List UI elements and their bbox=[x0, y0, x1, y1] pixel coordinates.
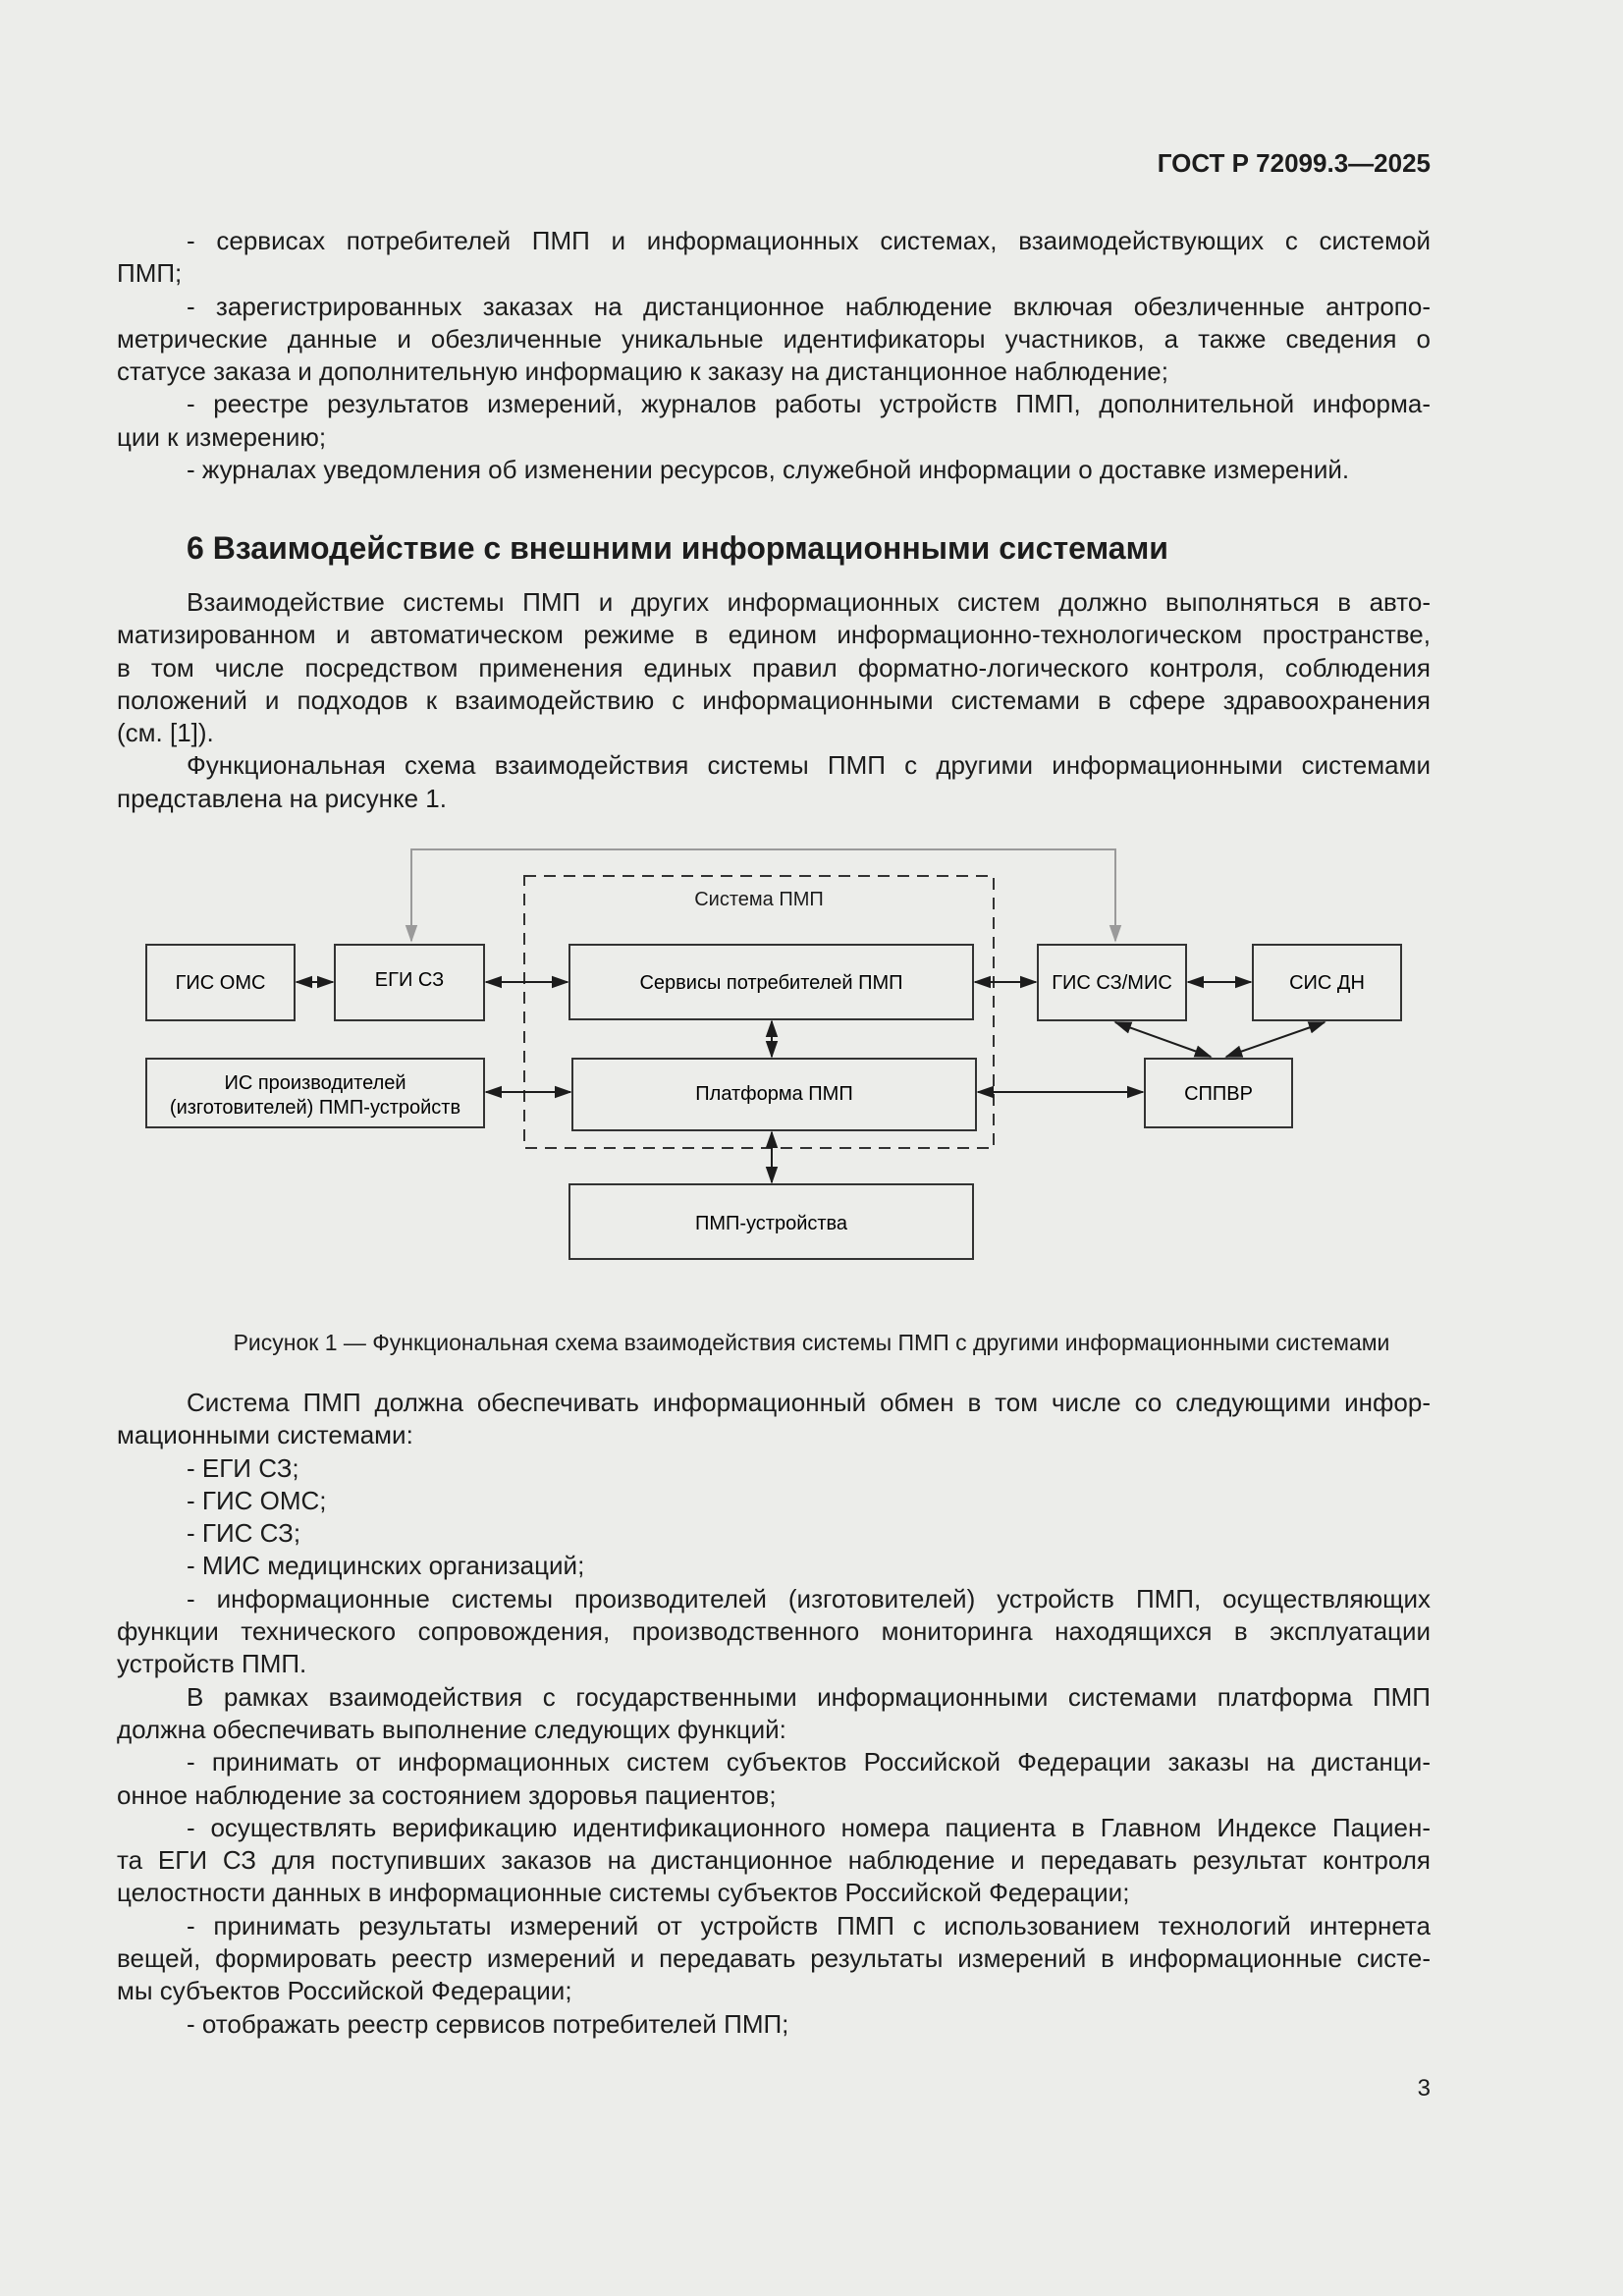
box-pmp-devices bbox=[569, 1184, 973, 1259]
text-line: представлена на рисунке 1. bbox=[117, 783, 447, 813]
text-line: положений и подходов к взаимодействию с информационными системами в сфере здравоохранения bbox=[117, 684, 1431, 715]
svg-text:(изготовителей) ПМП-устройств: (изготовителей) ПМП-устройств bbox=[169, 1097, 461, 1119]
text-line: вещей, формировать реестр измерений и передавать результаты измерений в информационные систе- bbox=[117, 1943, 1431, 1974]
text-line: Система ПМП должна обеспечивать информационный обмен в том числе со следующими инфор- bbox=[187, 1388, 1431, 1417]
text-line: В рамках взаимодействия с государственными информационными системами платформа ПМП bbox=[187, 1681, 1431, 1712]
text-line: мационными системами: bbox=[117, 1420, 413, 1450]
top-text-block bbox=[117, 225, 1431, 486]
text-line: целостности данных в информационные системы субъектов Российской Федерации; bbox=[117, 1878, 1130, 1908]
paragraph bbox=[117, 225, 1431, 291]
paragraph bbox=[117, 1550, 1431, 1582]
paragraph bbox=[117, 1452, 1431, 1485]
box-gis-oms bbox=[146, 945, 295, 1020]
arrow-sisdn-sppvr bbox=[1226, 1022, 1325, 1057]
svg-text:СИС ДН: СИС ДН bbox=[1289, 972, 1365, 994]
arrow-gissz-sppvr bbox=[1115, 1022, 1211, 1057]
text-line: в том числе посредством применения единых правил форматно-логического контроля, соблюдения bbox=[117, 652, 1431, 683]
text-line: устройств ПМП. bbox=[117, 1649, 307, 1679]
paragraph bbox=[117, 1681, 1431, 1747]
paragraph bbox=[117, 1517, 1431, 1550]
text-line: - осуществлять верификацию идентификационного номера пациента в Главном Индексе Пациен- bbox=[187, 1812, 1431, 1842]
svg-text:ПМП-устройства: ПМП-устройства bbox=[694, 1213, 848, 1234]
text-line: онное наблюдение за состоянием здоровья пациентов; bbox=[117, 1779, 777, 1810]
text-line: мы субъектов Российской Федерации; bbox=[117, 1976, 572, 2006]
text-line: должна обеспечивать выполнение следующих функций: bbox=[117, 1714, 786, 1744]
text-line: - сервисах потребителей ПМП и информационных системах, взаимодействующих с системой bbox=[187, 226, 1431, 255]
paragraph bbox=[117, 388, 1431, 454]
text-line: ПМП; bbox=[117, 258, 183, 289]
text-line: - ГИС ОМС; bbox=[187, 1485, 327, 1515]
paragraph bbox=[117, 2008, 1431, 2041]
box-consumer-services bbox=[569, 945, 973, 1019]
figure-caption: Рисунок 1 — Функциональная схема взаимодействия системы ПМП с другими информационными системами bbox=[233, 1330, 1390, 1355]
svg-text:Платформа ПМП: Платформа ПМП bbox=[695, 1083, 853, 1105]
text-line: - МИС медицинских организаций; bbox=[187, 1551, 585, 1581]
text-line: статусе заказа и дополнительную информацию к заказу на дистанционное наблюдение; bbox=[117, 356, 1168, 387]
system-pmp-group bbox=[524, 876, 994, 1148]
text-line: (см. [1]). bbox=[117, 718, 214, 748]
paragraph bbox=[117, 1583, 1431, 1681]
text-line: - принимать результаты измерений от устройств ПМП с использованием технологий интернета bbox=[187, 1910, 1431, 1941]
svg-text:ГИС ОМС: ГИС ОМС bbox=[175, 972, 266, 994]
text-line: - ЕГИ СЗ; bbox=[187, 1452, 299, 1483]
text-line: ции к измерению; bbox=[117, 421, 327, 452]
functional-diagram bbox=[0, 825, 1623, 1286]
paragraph bbox=[117, 1910, 1431, 2008]
section-heading: 6 Взаимодействие с внешними информационными системами bbox=[187, 530, 1168, 566]
page-number: 3 bbox=[1417, 2075, 1431, 2102]
paragraph bbox=[117, 454, 1431, 486]
document-header: ГОСТ Р 72099.3—2025 bbox=[1157, 148, 1431, 178]
text-line: Взаимодействие системы ПМП и других информационных систем должно выполняться в авто- bbox=[187, 587, 1431, 617]
paragraph bbox=[117, 749, 1431, 815]
system-pmp-label: Система ПМП bbox=[694, 889, 824, 910]
svg-text:ЕГИ СЗ: ЕГИ СЗ bbox=[374, 969, 445, 991]
paragraph bbox=[117, 1485, 1431, 1517]
paragraph bbox=[117, 1812, 1431, 1910]
box-platform bbox=[572, 1059, 976, 1130]
box-egi-sz bbox=[335, 945, 484, 1020]
text-line: - реестре результатов измерений, журналов работы устройств ПМП, дополнительной информа- bbox=[187, 389, 1431, 419]
text-line: метрические данные и обезличенные уникальные идентификаторы участников, а также сведения о bbox=[117, 323, 1431, 354]
box-sppvr bbox=[1145, 1059, 1292, 1127]
intro-text-block bbox=[117, 586, 1431, 815]
text-line: та ЕГИ СЗ для поступивших заказов на дистанционное наблюдение и передавать результат контроля bbox=[117, 1845, 1431, 1876]
svg-text:ИС производителей: ИС производителей bbox=[224, 1072, 406, 1094]
paragraph bbox=[117, 586, 1431, 749]
paragraph bbox=[117, 1746, 1431, 1812]
svg-text:ГИС СЗ/МИС: ГИС СЗ/МИС bbox=[1052, 972, 1172, 994]
text-line: - информационные системы производителей (изготовителей) устройств ПМП, осуществляющих bbox=[187, 1583, 1431, 1613]
text-line: - отображать реестр сервисов потребителей ПМП; bbox=[187, 2008, 789, 2039]
box-gis-sz-mis bbox=[1038, 945, 1186, 1020]
paragraph bbox=[117, 1387, 1431, 1452]
text-line: функции технического сопровождения, производственного мониторинга находящихся в эксплуатации bbox=[117, 1616, 1431, 1647]
text-line: матизированном и автоматическом режиме в едином информационно-технологическом пространстве, bbox=[117, 620, 1431, 650]
paragraph bbox=[117, 291, 1431, 389]
text-line: - ГИС СЗ; bbox=[187, 1518, 301, 1549]
bottom-text-block bbox=[117, 1387, 1431, 2041]
text-line: - журналах уведомления об изменении ресурсов, служебной информации о доставке измерений. bbox=[187, 455, 1350, 485]
text-line: - принимать от информационных систем субъектов Российской Федерации заказы на дистанци- bbox=[187, 1747, 1431, 1777]
text-line: - зарегистрированных заказах на дистанционное наблюдение включая обезличенные антропо- bbox=[187, 291, 1431, 321]
svg-text:СППВР: СППВР bbox=[1184, 1083, 1253, 1105]
text-line: Функциональная схема взаимодействия системы ПМП с другими информационными системами bbox=[187, 750, 1431, 781]
box-manufacturers bbox=[146, 1059, 484, 1127]
box-sis-dn bbox=[1253, 945, 1401, 1020]
svg-text:Сервисы потребителей ПМП: Сервисы потребителей ПМП bbox=[639, 972, 903, 994]
